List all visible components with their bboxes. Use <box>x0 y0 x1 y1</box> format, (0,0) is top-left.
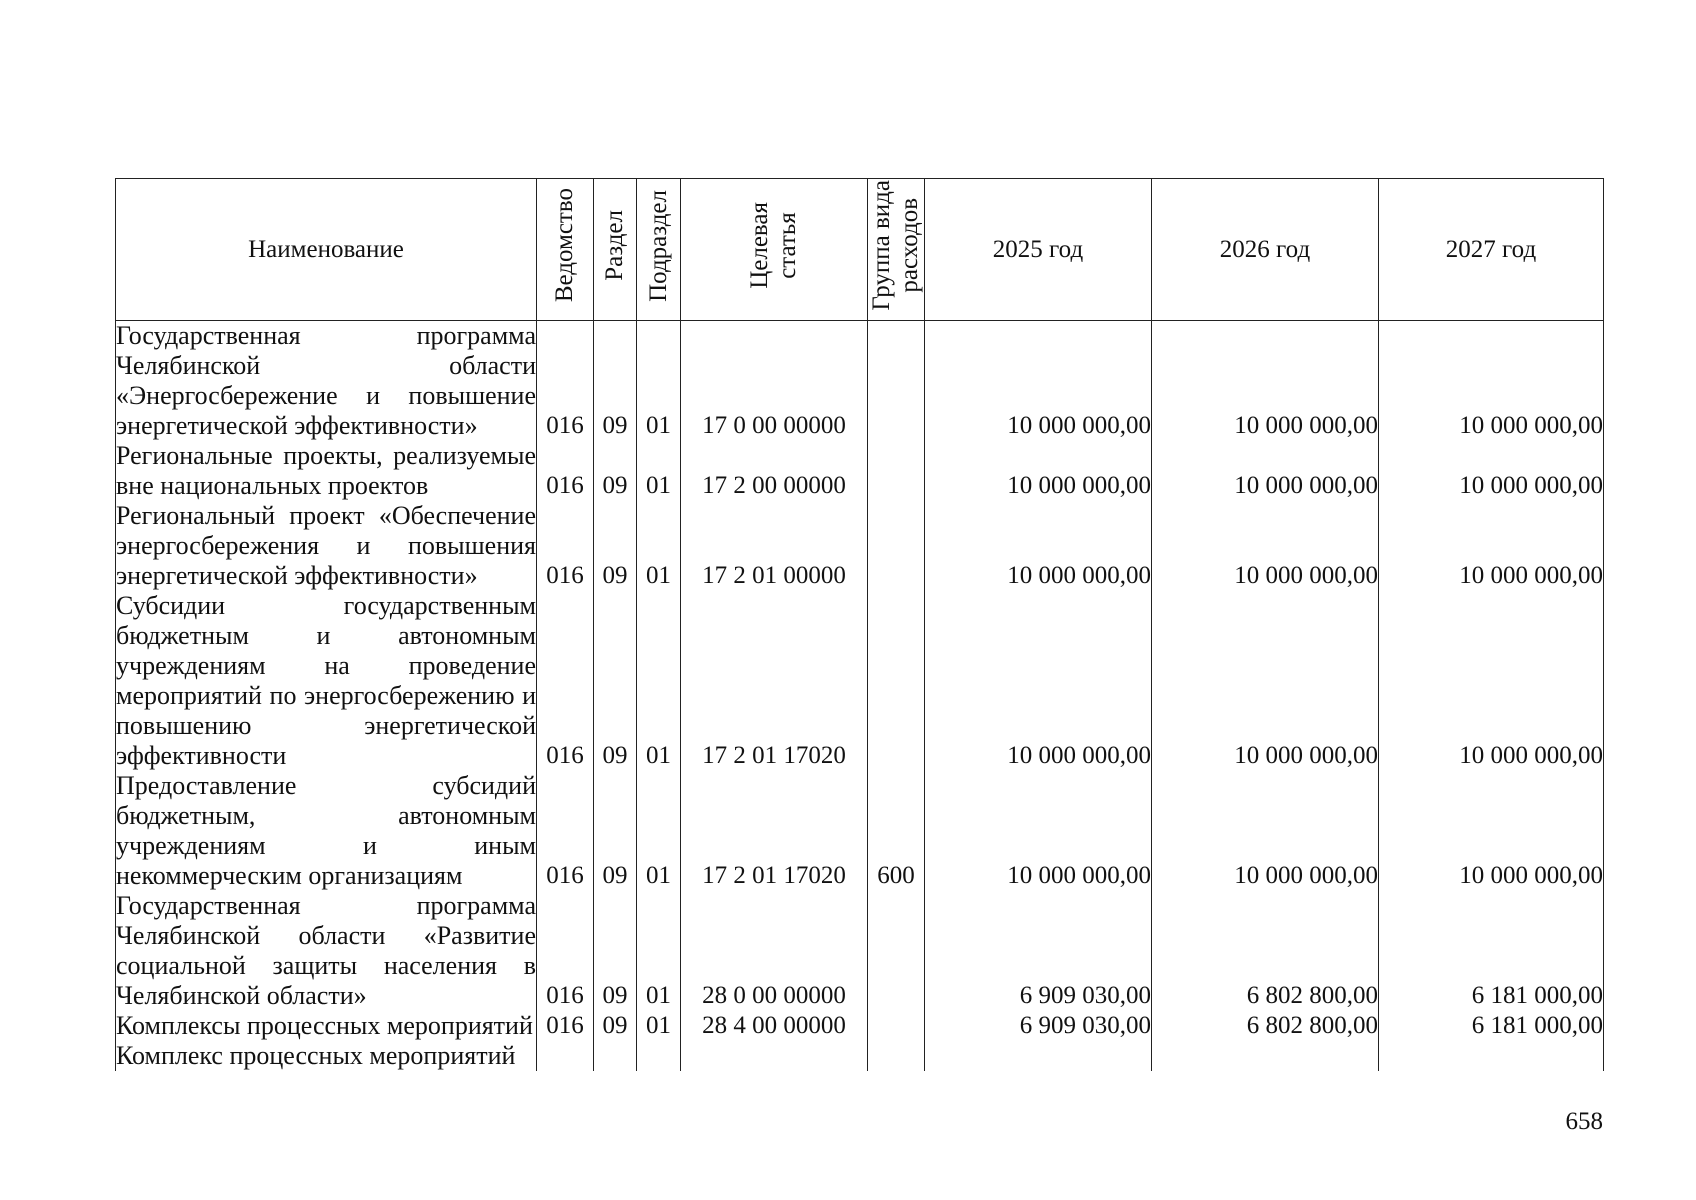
cell-subsection: 01 <box>637 501 681 591</box>
cell-expense-group <box>868 501 925 591</box>
cell-section: 09 <box>594 321 637 442</box>
table-row <box>116 441 1604 501</box>
header-2027: 2027 год <box>1379 179 1604 321</box>
cell-empty <box>925 1041 1152 1071</box>
cell-subsection: 01 <box>637 1011 681 1041</box>
cell-amount-2025: 10 000 000,00 <box>925 591 1152 771</box>
cell-expense-group <box>868 591 925 771</box>
cell-amount-2025: 10 000 000,00 <box>925 501 1152 591</box>
cell-amount-2025: 10 000 000,00 <box>925 771 1152 891</box>
cell-agency: 016 <box>537 441 594 501</box>
cell-section: 09 <box>594 501 637 591</box>
cell-empty <box>681 1041 868 1071</box>
cell-amount-2026: 10 000 000,00 <box>1152 591 1379 771</box>
cell-amount-2026: 10 000 000,00 <box>1152 501 1379 591</box>
cell-empty <box>868 1041 925 1071</box>
cell-expense-group <box>868 321 925 442</box>
cell-amount-2026: 6 802 800,00 <box>1152 891 1379 1011</box>
cell-section: 09 <box>594 1011 637 1041</box>
header-2026: 2026 год <box>1152 179 1379 321</box>
cell-target-article: 17 2 00 00000 <box>681 441 868 501</box>
cell-target-article: 17 2 01 00000 <box>681 501 868 591</box>
cell-amount-2027: 6 181 000,00 <box>1379 891 1604 1011</box>
cell-name: Комплексы процессных мероприятий <box>116 1011 537 1041</box>
cell-amount-2027: 10 000 000,00 <box>1379 321 1604 442</box>
cell-name: Региональный проект «Обеспечение энергосбережения и повышения энергетической эффективности» <box>116 501 536 590</box>
cell-amount-2027: 10 000 000,00 <box>1379 771 1604 891</box>
cell-name: Комплекс процессных мероприятий <box>116 1041 537 1071</box>
header-target-article: Целевая статья <box>681 179 868 321</box>
table-row <box>116 1011 1604 1041</box>
cell-empty <box>594 1041 637 1071</box>
cell-agency: 016 <box>537 501 594 591</box>
cell-subsection: 01 <box>637 891 681 1011</box>
cell-empty <box>537 1041 594 1071</box>
cell-name: Предоставление субсидий бюджетным, автономным учреждениям и иным некоммерческим организациям <box>116 771 536 890</box>
cell-agency: 016 <box>537 1011 594 1041</box>
header-2025: 2025 год <box>925 179 1152 321</box>
cell-target-article: 17 2 01 17020 <box>681 771 868 891</box>
cell-expense-group <box>868 891 925 1011</box>
cell-amount-2027: 10 000 000,00 <box>1379 501 1604 591</box>
cell-target-article: 28 0 00 00000 <box>681 891 868 1011</box>
table-row <box>116 321 1604 442</box>
cell-target-article: 17 0 00 00000 <box>681 321 868 442</box>
cell-name: Государственная программа Челябинской области «Развитие социальной защиты населения в Челябинской области» <box>116 891 536 1010</box>
cell-subsection: 01 <box>637 441 681 501</box>
cell-amount-2027: 10 000 000,00 <box>1379 591 1604 771</box>
cell-section: 09 <box>594 441 637 501</box>
cell-amount-2026: 10 000 000,00 <box>1152 441 1379 501</box>
cell-subsection: 01 <box>637 771 681 891</box>
cell-amount-2025: 10 000 000,00 <box>925 321 1152 442</box>
table-row <box>116 591 1604 771</box>
table-row <box>116 501 1604 591</box>
cell-subsection: 01 <box>637 321 681 442</box>
cell-name: Субсидии государственным бюджетным и автономным учреждениям на проведение мероприятий по энергосбережению и повышению энергетической эффективности <box>116 591 536 770</box>
table-row <box>116 771 1604 891</box>
cell-empty <box>1152 1041 1379 1071</box>
cell-amount-2027: 10 000 000,00 <box>1379 441 1604 501</box>
cell-empty <box>1379 1041 1604 1071</box>
cell-amount-2026: 6 802 800,00 <box>1152 1011 1379 1041</box>
cell-section: 09 <box>594 591 637 771</box>
cell-amount-2026: 10 000 000,00 <box>1152 771 1379 891</box>
cell-subsection: 01 <box>637 591 681 771</box>
table-row-continued <box>116 1041 1604 1071</box>
cell-amount-2025: 10 000 000,00 <box>925 441 1152 501</box>
cell-amount-2025: 6 909 030,00 <box>925 1011 1152 1041</box>
cell-name: Государственная программа Челябинской области «Энергосбережение и повышение энергетической эффективности» <box>116 321 536 440</box>
header-subsection: Подраздел <box>637 179 681 321</box>
budget-table <box>115 178 1604 1071</box>
cell-expense-group <box>868 1011 925 1041</box>
cell-amount-2026: 10 000 000,00 <box>1152 321 1379 442</box>
cell-target-article: 28 4 00 00000 <box>681 1011 868 1041</box>
cell-agency: 016 <box>537 591 594 771</box>
cell-agency: 016 <box>537 891 594 1011</box>
cell-target-article: 17 2 01 17020 <box>681 591 868 771</box>
cell-section: 09 <box>594 771 637 891</box>
cell-name: Региональные проекты, реализуемые вне национальных проектов <box>116 441 536 500</box>
cell-expense-group <box>868 441 925 501</box>
cell-expense-group: 600 <box>868 771 925 891</box>
table-body <box>116 321 1604 1072</box>
cell-agency: 016 <box>537 771 594 891</box>
header-agency: Ведомство <box>537 179 594 321</box>
cell-agency: 016 <box>537 321 594 442</box>
header-name: Наименование <box>116 179 537 321</box>
page-number: 658 <box>1565 1108 1603 1135</box>
table-row <box>116 891 1604 1011</box>
cell-amount-2025: 6 909 030,00 <box>925 891 1152 1011</box>
cell-amount-2027: 6 181 000,00 <box>1379 1011 1604 1041</box>
header-expense-group: Группа вида расходов <box>868 179 925 321</box>
table-header-row <box>116 179 1604 321</box>
cell-section: 09 <box>594 891 637 1011</box>
cell-empty <box>637 1041 681 1071</box>
header-section: Раздел <box>594 179 637 321</box>
